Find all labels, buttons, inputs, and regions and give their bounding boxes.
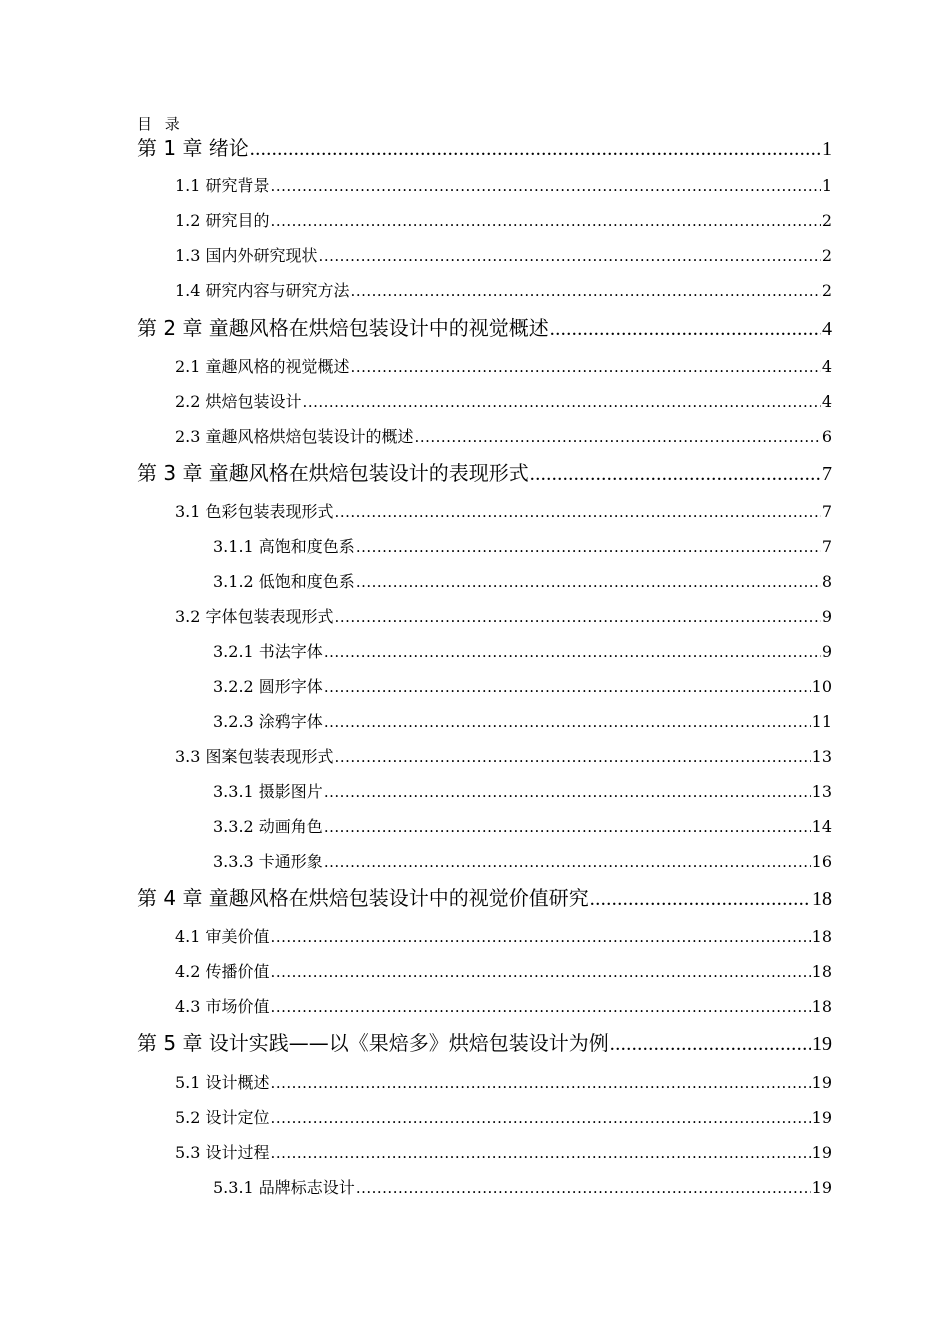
- toc-dot-leader: [590, 881, 811, 917]
- toc-dot-leader: [356, 565, 821, 600]
- toc-dot-leader: [356, 1171, 811, 1206]
- toc-entry-page-number: 7: [822, 463, 832, 485]
- toc-dot-leader: [319, 239, 821, 274]
- toc-entry[interactable]: [175, 168, 832, 203]
- toc-dot-leader: [271, 1066, 811, 1101]
- toc-entry-title: 3.3.2 动画角色: [213, 817, 323, 836]
- toc-entry-page-number: 4: [822, 318, 832, 340]
- toc-entry-title: 5.3.1 品牌标志设计: [213, 1178, 355, 1197]
- toc-entry-page-number: 18: [811, 927, 832, 946]
- toc-entry[interactable]: [213, 1170, 832, 1205]
- toc-dot-leader: [550, 311, 821, 347]
- toc-entry-page-number: 10: [811, 677, 832, 696]
- toc-dot-leader: [351, 274, 821, 309]
- toc-entry-title: 1.4 研究内容与研究方法: [175, 281, 350, 300]
- toc-entry[interactable]: [175, 599, 832, 634]
- toc-entry[interactable]: [175, 989, 832, 1024]
- toc-entry-title: 3.3 图案包装表现形式: [175, 747, 334, 766]
- toc-entry-page-number: 2: [821, 211, 832, 230]
- toc-dot-leader: [303, 385, 821, 420]
- toc-entry[interactable]: [213, 809, 832, 844]
- toc-entry-title: 3.3.3 卡通形象: [213, 852, 323, 871]
- toc-dot-leader: [250, 131, 821, 167]
- toc-dot-leader: [324, 705, 811, 740]
- toc-entry-page-number: 4: [821, 392, 832, 411]
- toc-entry-page-number: 19: [811, 1108, 832, 1127]
- toc-entry[interactable]: [175, 919, 832, 954]
- toc-entry[interactable]: [213, 669, 832, 704]
- toc-dot-leader: [271, 204, 821, 239]
- toc-entry-page-number: 18: [811, 997, 832, 1016]
- toc-entry-title: 4.1 审美价值: [175, 927, 270, 946]
- toc-entry-title: 3.1.1 高饱和度色系: [213, 537, 355, 556]
- toc-entry-page-number: 18: [812, 888, 832, 910]
- toc-entry[interactable]: [213, 704, 832, 739]
- toc-entry[interactable]: [175, 494, 832, 529]
- toc-entry[interactable]: [137, 130, 832, 166]
- toc-entry-title: 第 3 章 童趣风格在烘焙包装设计的表现形式: [137, 461, 529, 485]
- toc-entry-title: 3.2 字体包装表现形式: [175, 607, 334, 626]
- toc-dot-leader: [335, 495, 821, 530]
- toc-dot-leader: [271, 1101, 811, 1136]
- toc-entry[interactable]: [175, 419, 832, 454]
- toc-entry-title: 3.2.2 圆形字体: [213, 677, 323, 696]
- toc-entry-title: 1.3 国内外研究现状: [175, 246, 318, 265]
- toc-entry[interactable]: [175, 1100, 832, 1135]
- toc-dot-leader: [610, 1026, 811, 1062]
- toc-entry-title: 4.3 市场价值: [175, 997, 270, 1016]
- toc-entry-title: 第 1 章 绪论: [137, 136, 249, 160]
- toc-entry-title: 2.3 童趣风格烘焙包装设计的概述: [175, 427, 414, 446]
- toc-entry-page-number: 18: [811, 962, 832, 981]
- toc-entry-page-number: 16: [811, 852, 832, 871]
- toc-entry-page-number: 9: [821, 607, 832, 626]
- toc-dot-leader: [271, 1136, 811, 1171]
- toc-entry-page-number: 4: [821, 357, 832, 376]
- toc-entry[interactable]: [213, 634, 832, 669]
- toc-entry-title: 3.1 色彩包装表现形式: [175, 502, 334, 521]
- toc-entry-title: 1.1 研究背景: [175, 176, 270, 195]
- toc-dot-leader: [324, 670, 811, 705]
- toc-entry-title: 1.2 研究目的: [175, 211, 270, 230]
- toc-entry-title: 4.2 传播价值: [175, 962, 270, 981]
- toc-entry-page-number: 9: [821, 642, 832, 661]
- toc-entry-page-number: 1: [821, 176, 832, 195]
- toc-entry[interactable]: [175, 954, 832, 989]
- toc-title: 目 录: [137, 115, 184, 133]
- toc-entry[interactable]: [137, 880, 832, 916]
- toc-entry-title: 第 2 章 童趣风格在烘焙包装设计中的视觉概述: [137, 316, 549, 340]
- toc-entry-page-number: 7: [821, 502, 832, 521]
- toc-dot-leader: [356, 530, 821, 565]
- toc-entry-page-number: 19: [811, 1178, 832, 1197]
- toc-dot-leader: [335, 600, 821, 635]
- toc-dot-leader: [324, 810, 811, 845]
- toc-entry-page-number: 14: [811, 817, 832, 836]
- toc-entry-page-number: 8: [821, 572, 832, 591]
- toc-entry[interactable]: [137, 1025, 832, 1061]
- toc-dot-leader: [271, 990, 811, 1025]
- toc-entry-page-number: 11: [811, 712, 832, 731]
- toc-entry[interactable]: [213, 564, 832, 599]
- toc-entry-title: 5.1 设计概述: [175, 1073, 270, 1092]
- toc-entry[interactable]: [175, 203, 832, 238]
- toc-entry-page-number: 7: [821, 537, 832, 556]
- toc-entry-title: 5.3 设计过程: [175, 1143, 270, 1162]
- toc-entry-page-number: 19: [812, 1033, 832, 1055]
- toc-entry[interactable]: [175, 1135, 832, 1170]
- toc-entry-page-number: 6: [821, 427, 832, 446]
- toc-entry[interactable]: [175, 739, 832, 774]
- toc-dot-leader: [324, 775, 811, 810]
- toc-entry[interactable]: [213, 529, 832, 564]
- toc-entry[interactable]: [213, 774, 832, 809]
- toc-entry[interactable]: [137, 455, 832, 491]
- toc-entry-title: 第 5 章 设计实践——以《果焙多》烘焙包装设计为例: [137, 1031, 609, 1055]
- toc-dot-leader: [324, 845, 811, 880]
- toc-entry-title: 第 4 章 童趣风格在烘焙包装设计中的视觉价值研究: [137, 886, 589, 910]
- toc-dot-leader: [271, 169, 821, 204]
- toc-entry-title: 3.2.3 涂鸦字体: [213, 712, 323, 731]
- toc-entry-page-number: 2: [821, 281, 832, 300]
- toc-entry[interactable]: [175, 273, 832, 308]
- toc-entry[interactable]: [137, 310, 832, 346]
- toc-entry-page-number: 2: [821, 246, 832, 265]
- toc-entry[interactable]: [175, 384, 832, 419]
- toc-entry[interactable]: [213, 844, 832, 879]
- toc-entry-title: 3.3.1 摄影图片: [213, 782, 323, 801]
- toc-entry-page-number: 1: [822, 138, 832, 160]
- toc-entry-page-number: 19: [811, 1143, 832, 1162]
- toc-dot-leader: [271, 920, 811, 955]
- toc-entry-title: 5.2 设计定位: [175, 1108, 270, 1127]
- toc-entry-page-number: 13: [811, 747, 832, 766]
- toc-dot-leader: [324, 635, 821, 670]
- toc-entry[interactable]: [175, 349, 832, 384]
- toc-dot-leader: [530, 456, 821, 492]
- toc-entry-title: 2.2 烘焙包装设计: [175, 392, 302, 411]
- toc-dot-leader: [271, 955, 811, 990]
- toc-entry-title: 2.1 童趣风格的视觉概述: [175, 357, 350, 376]
- toc-entry-page-number: 19: [811, 1073, 832, 1092]
- toc-entry[interactable]: [175, 238, 832, 273]
- toc-dot-leader: [415, 420, 821, 455]
- toc-dot-leader: [335, 740, 811, 775]
- toc-dot-leader: [351, 350, 821, 385]
- toc-entry-title: 3.2.1 书法字体: [213, 642, 323, 661]
- toc-entry-title: 3.1.2 低饱和度色系: [213, 572, 355, 591]
- toc-entry[interactable]: [175, 1065, 832, 1100]
- toc-entry-page-number: 13: [811, 782, 832, 801]
